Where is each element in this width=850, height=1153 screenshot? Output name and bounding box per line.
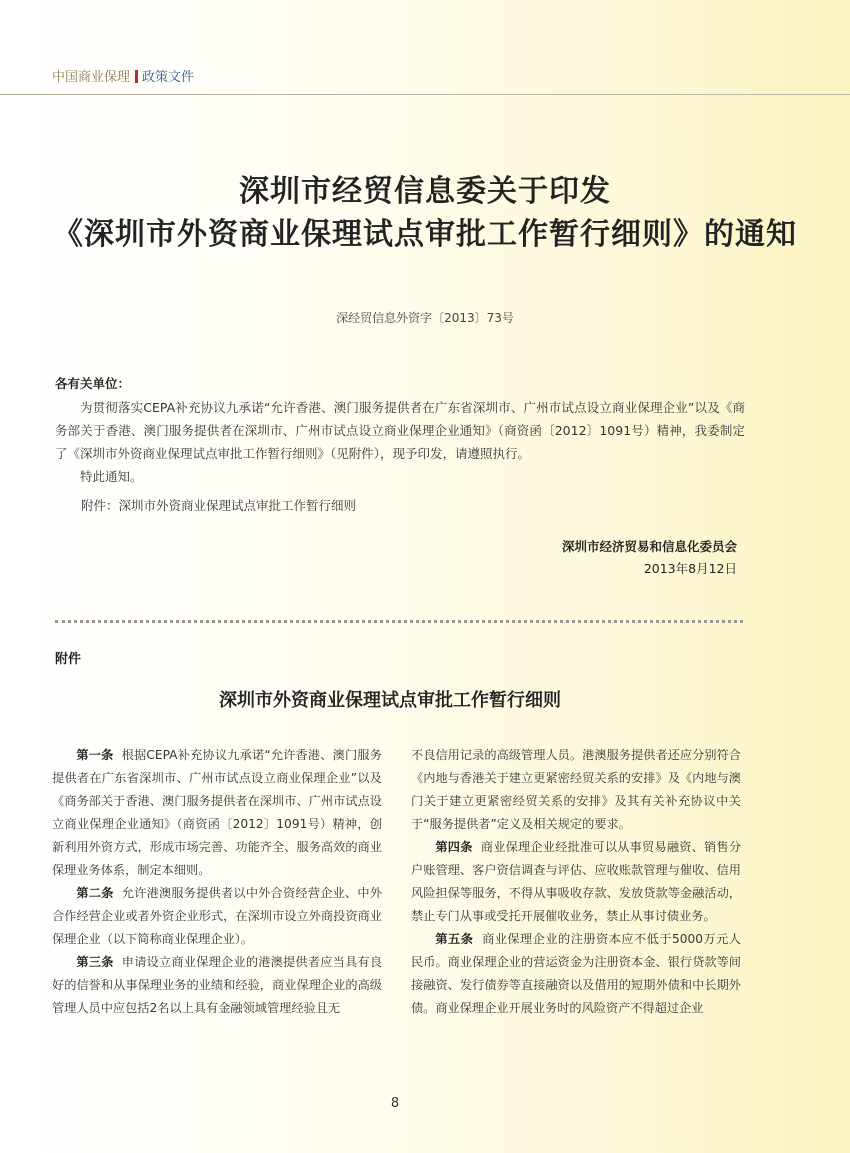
notice-paragraph: 为贯彻落实CEPA补充协议九承诺“允许香港、澳门服务提供者在广东省深圳市、广州市试点设立商业保理企业”以及《商务部关于香港、澳门服务提供者在深圳市、广州市试点设立商业保理企业通知》（商资函〔2012〕1091号）精神，我委制定了《深圳市外资商业保理试点审批工作暂行细则》（见附件），现予印发，请遵照执行。 (55, 400, 745, 461)
article-text: 根据CEPA补充协议九承诺“允许香港、澳门服务提供者在广东省深圳市、广州市试点设立商业保理企业”以及《商务部关于香港、澳门服务提供者在深圳市、广州市试点设立商业保理企业通知》（商资函〔2012〕1091号）精神，创新利用外资方式，形成市场完善、功能齐全、服务高效的商业保理业务体系，制定本细则。 (52, 748, 382, 877)
article-number: 第一条 (76, 748, 114, 762)
addressee: 各有关单位： (55, 376, 131, 391)
attachment-title: 深圳市外资商业保理试点审批工作暂行细则 (219, 690, 561, 711)
running-header (52, 66, 194, 85)
article-paragraph (411, 928, 741, 1020)
article-text: 商业保理企业的注册资本应不低于5000万元人民币。商业保理企业的营运资金为注册资本金、银行贷款等间接融资、发行债券等直接融资以及借用的短期外债和中长期外债。商业保理企业开展业务时的风险资产不得超过企业 (411, 932, 741, 1015)
issue-date: 2013年8月12日 (643, 561, 737, 576)
attachment-reference: 附件：深圳市外资商业保理试点审批工作暂行细则 (81, 498, 357, 513)
dotted-divider (55, 620, 743, 623)
header-divider-bar (135, 70, 138, 83)
notice-body (55, 396, 745, 488)
article-paragraph (52, 744, 382, 882)
article-text: 允许港澳服务提供者以中外合资经营企业、中外合作经营企业或者外资企业形式，在深圳市设立外商投资商业保理企业（以下简称商业保理企业）。 (52, 886, 383, 946)
document-number: 深经贸信息外资字〔2013〕73号 (336, 311, 514, 325)
section-name: 政策文件 (142, 70, 195, 85)
article-paragraph (52, 951, 382, 1020)
header-rule (0, 94, 850, 95)
page-number: 8 (390, 1096, 400, 1111)
page-title-line-1: 深圳市经贸信息委关于印发 (239, 174, 611, 209)
article-number: 第五条 (435, 932, 474, 946)
article-continuation (411, 744, 741, 836)
article-text: 申请设立商业保理企业的港澳提供者应当具有良好的信誉和从事保理业务的业绩和经验，商业保理企业的高级管理人员中应包括2名以上具有金融领域管理经验且无 (52, 955, 383, 1015)
publication-name: 中国商业保理 (52, 70, 131, 85)
article-text: 商业保理企业经批准可以从事贸易融资、销售分户账管理、客户资信调查与评估、应收账款管理与催收、信用风险担保等服务，不得从事吸收存款、发放贷款等金融活动，禁止专门从事或受托开展催收业务，禁止从事讨债业务。 (411, 840, 742, 923)
right-column (411, 744, 741, 1020)
article-paragraph (411, 836, 741, 928)
left-column (52, 744, 382, 1020)
article-paragraph (52, 882, 382, 951)
article-number: 第二条 (76, 886, 114, 900)
article-number: 第三条 (76, 955, 114, 969)
attachment-label: 附件 (55, 652, 82, 667)
article-text: 不良信用记录的高级管理人员。港澳服务提供者还应分别符合《内地与香港关于建立更紧密经贸关系的安排》及《内地与澳门关于建立更紧密经贸关系的安排》及其有关补充协议中关于“服务提供者”定义及相关规定的要求。 (411, 748, 741, 831)
article-number: 第四条 (435, 840, 473, 854)
page-title-line-2: 《深圳市外资商业保理试点审批工作暂行细则》的通知 (53, 217, 797, 252)
issuer-signature: 深圳市经济贸易和信息化委员会 (561, 539, 737, 554)
notice-closing: 特此通知。 (80, 469, 143, 484)
